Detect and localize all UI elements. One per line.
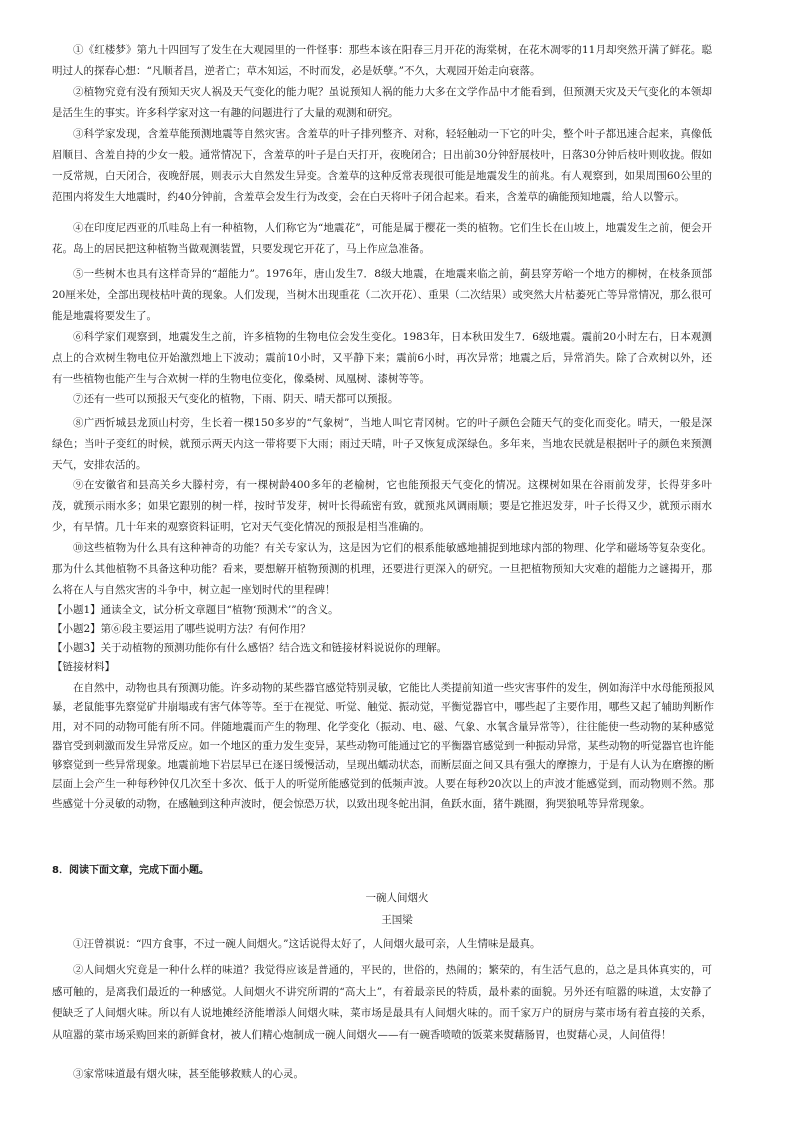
article-paragraph-3: ③家常味道最有烟火味，甚至能够救赎人的心灵。 — [73, 1068, 304, 1080]
passage-paragraph-7: ⑦还有一些可以预报天气变化的植物，下雨、阴天、晴天都可以预报。 — [73, 393, 399, 405]
article-paragraph-2: ②人间烟火究竟是一种什么样的味道？我觉得应该是普通的，平民的，世俗的，热闹的；繁荣的，有生活气息的，总之是具体真实的，可感可触的，是离我们最近的一种感觉。人间烟火不讲究所谓的“高大上”，有着最亲民的特质，最朴素的面貌。另外还有喧嚣的味道，太安静了便缺乏了人间烟火味。所以有人说地摊经济能增添人间烟火味，菜市场是最具有人间烟火味的。而千家万户的厨房与菜市场有着直接的关系，从喧嚣的菜市场采购回来的新鲜食材，被人们精心炮制成一碗人间烟火——有一碗香喷喷的饭菜来熨藉肠胃，也熨藉心灵，人间值得！ — [52, 964, 712, 1041]
passage-paragraph-3: ③科学家发现，含羞草能预测地震等自然灾害。含羞草的叶子排列整齐、对称，轻轻触动一下它的叶尖，整个叶子都迅速合起来，真像低眉顺目、含羞自持的少女一般。通常情况下，含羞草的叶子是白天打开，夜晚闭合；日出前30分钟舒展枝叶，日落30分钟后枝叶则收拢。假如一反常规，白天闭合，夜晚舒展，则表示大自然发生异变。含羞草的这种反常表现很可能是地震发生的前兆。有人观察到，如果周围60公里的范围内将发生大地震时，约40分钟前，含羞草会发生行为改变，会在白天将叶子闭合起来。看来，含羞草的确能预知地震，给人以警示。 — [52, 128, 712, 203]
passage-paragraph-10: ⑩这些植物为什么具有这种神奇的功能？有关专家认为，这是因为它们的根系能敏感地捕捉到地球内部的物理、化学和磁场等复杂变化。那为什么其他植物不具备这种功能？看来，要想解开植物预测的机理，还要进行更深入的研究。一旦把植物预知大灾难的超能力之谜揭开，那么将在人与自然灾害的斗争中，树立起一座划时代的里程碑！ — [52, 542, 712, 596]
link-material-text: 在自然中，动物也具有预测功能。许多动物的某些器官感觉特别灵敏，它能比人类提前知道一些灾害事件的发生，例如海洋中水母能预报风暴，老鼠能事先察觉矿井崩塌或有害气体等等。至于在视觉、听觉、触觉、振动觉，平衡觉器官中，哪些起了主要作用，哪些又起了辅助判断作用，对不同的动物可能有所不同。伴随地震而产生的物理、化学变化（振动、电、磁、气象、水氧含量异常等），往往能使一些动物的某种感觉器官受到刺激而发生异常反应。如一个地区的重力发生变异，某些动物可能通过它的平衡器官感觉到一种振动异常，某些动物的听觉器官也许能够察觉到一些异常现象。地震前地下岩层早已在逐日缓慢活动，呈现出蠕动状态，而断层面之间又具有强大的摩擦力，于是有人认为在磨擦的断层面上会产生一种每秒钟仅几次至十多次、低于人的听觉所能感觉到的低频声波。人要在每秒20次以上的声波才能感觉到，而动物则不然。那些感觉十分灵敏的动物，在感触到这种声波时，便会惊恐万状，以致出现冬蛇出洞，鱼跃水面，猪牛跳圈，狗哭狼吼等异常现象。 — [52, 682, 714, 810]
article-paragraph-1: ①汪曾祺说：“四方食事，不过一碗人间烟火。”这话说得太好了，人间烟火最可亲，人生情味是最真。 — [73, 938, 541, 950]
article-author: 王国梁 — [381, 914, 413, 926]
article-title: 一碗人间烟火 — [365, 892, 429, 904]
question-8-heading: 8．阅读下面文章，完成下面小题。 — [52, 865, 209, 876]
question-1: 【小题1】通读全文，试分析文章题目“植物‘预测术’”的含义。 — [52, 604, 339, 616]
passage-paragraph-8: ⑧广西忻城县龙顶山村旁，生长着一棵150多岁的“气象树”，当地人叫它青冈树。它的叶子颜色会随天气的变化而变化。晴天，一般是深绿色；当叶子变红的时候，就预示两天内这一带将要下大雨；雨过天晴，叶子又恢复成深绿色。多年来，当地农民就是根据叶子的颜色来预测天气，安排农活的。 — [52, 417, 712, 471]
passage-paragraph-6: ⑥科学家们观察到，地震发生之前，许多植物的生物电位会发生变化。1983年，日本秋田发生7．6级地震。震前20小时左右，日本观测点上的合欢树生物电位开始激烈地上下波动；震前10小时，又平静下来；震前6小时，再次异常；地震之后，异常消失。除了合欢树以外，还有一些植物也能产生与合欢树一样的生物电位变化，像桑树、凤凰树、漆树等等。 — [52, 331, 712, 385]
passage-paragraph-4: ④在印度尼西亚的爪哇岛上有一种植物，人们称它为“地震花”，可能是属于樱花一类的植物。它们生长在山坡上，地震发生之前，便会开花。岛上的居民把这种植物当做观测装置，只要发现它开花了，马上作应急准备。 — [52, 222, 712, 255]
question-3: 【小题3】关于动植物的预测功能你有什么感悟？结合选文和链接材料说说你的理解。 — [52, 642, 448, 654]
passage-paragraph-5: ⑤一些树木也具有这样奇异的“超能力”。1976年，唐山发生7．8级大地震，在地震来临之前，蓟县穿芳峪一个地方的柳树，在枝条顶部20厘米处，全部出现枝枯叶黄的现象。人们发现，当树木出现重花（二次开花）、重果（二次结果）或突然大片枯萎死亡等异常情况，那么很可能是地震将要发生了。 — [52, 268, 712, 322]
passage-paragraph-9: ⑨在安徽省和县高关乡大滕村旁，有一棵树龄400多年的老榆树，它也能预报天气变化的情况。这棵树如果在谷雨前发芽，长得芽多叶茂，就预示雨水多；如果它跟别的树一样，按时节发芽，树叶长得疏密有致，就预兆风调雨顺；要是它推迟发芽，叶子长得又少，就预示雨水少，有旱情。几十年来的观察资料证明，它对天气变化情况的预报是相当准确的。 — [52, 479, 712, 533]
link-material-title: 【链接材料】 — [52, 661, 115, 673]
passage-paragraph-2: ②植物究竟有没有预知天灾人祸及天气变化的能力呢？虽说预知人祸的能力大多在文学作品中才能看到，但预测天灾及天气变化的本领却是活生生的事实。许多科学家对这一有趣的问题进行了大量的观测和研究。 — [52, 86, 712, 119]
question-2: 【小题2】第⑥段主要运用了哪些说明方法？有何作用？ — [52, 623, 311, 635]
passage-paragraph-1: ①《红楼梦》第九十四回写了发生在大观园里的一件怪事：那些本该在阳春三月开花的海棠树，在花木凋零的11月却突然开满了鲜花。聪明过人的探春心想：“凡顺者昌，逆者亡；草木知运，不时而发，必是妖孽。”不久，大观园开始走向衰落。 — [52, 44, 712, 77]
